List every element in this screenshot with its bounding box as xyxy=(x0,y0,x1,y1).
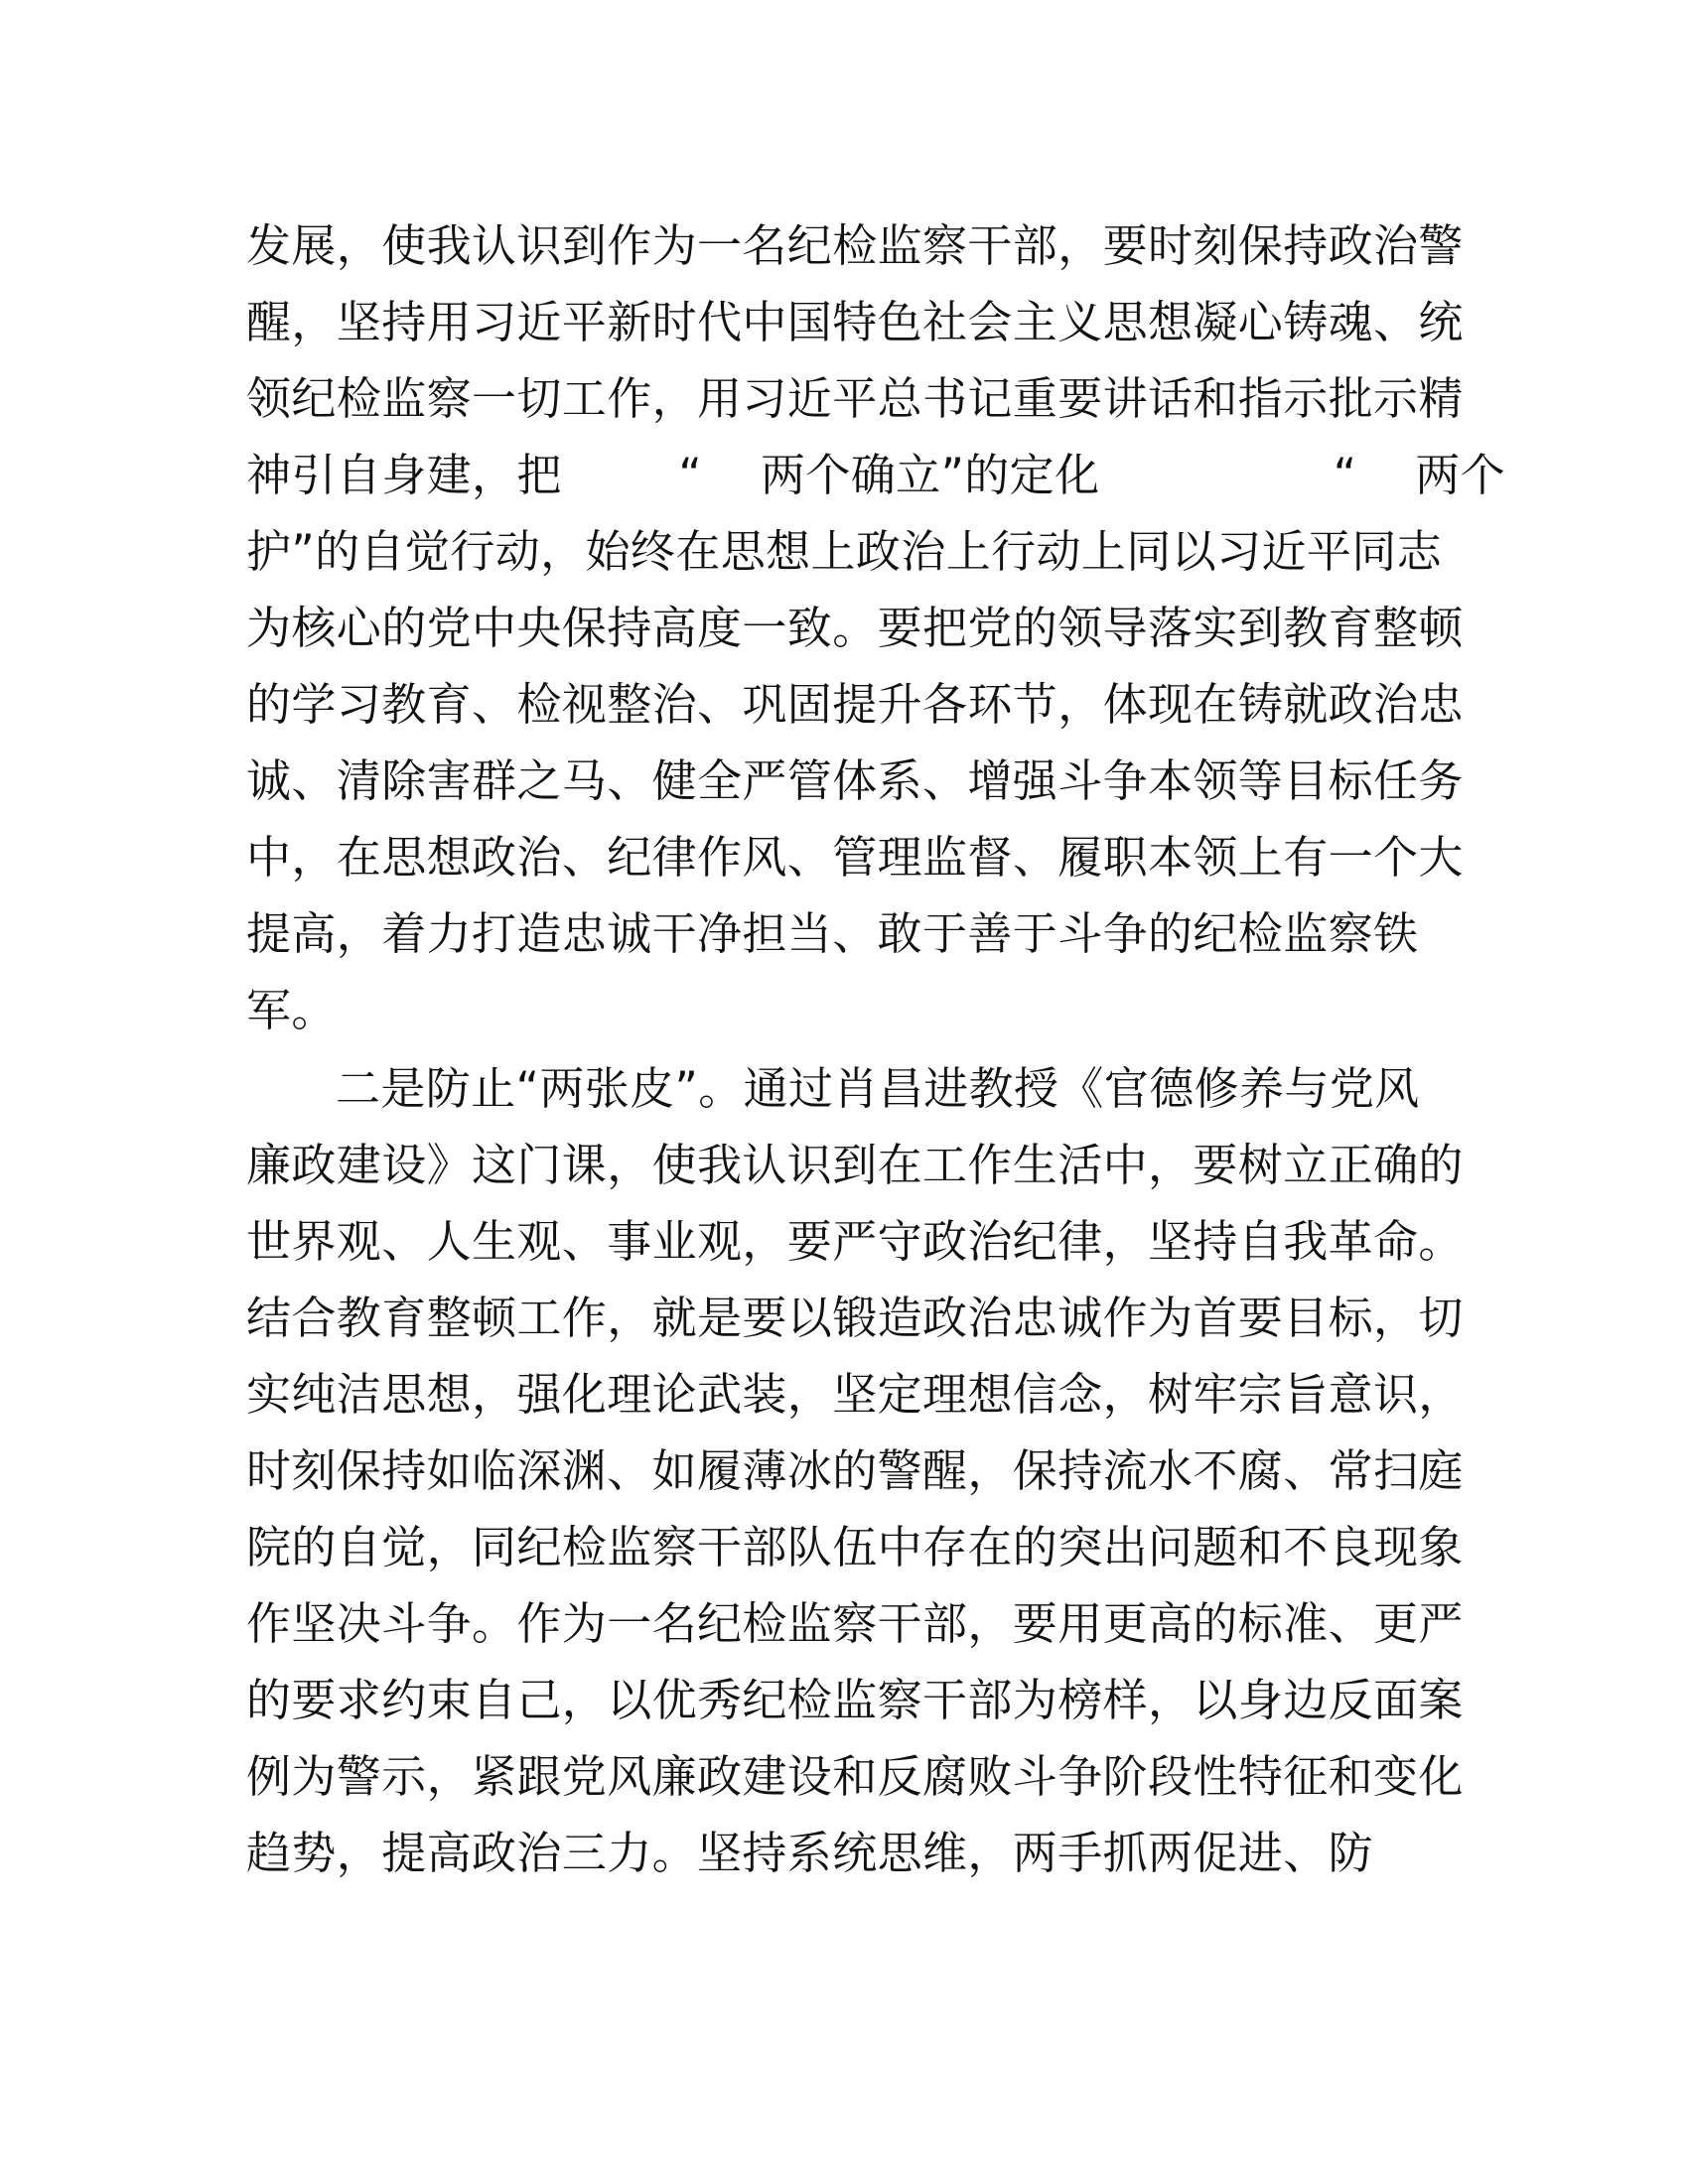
text-line: 趋势，提高政治三力。坚持系统思维，两手抓两促进、防 xyxy=(246,1827,1374,1879)
text-line: 世界观、人生观、事业观，要严守政治纪律，坚持自我革命。 xyxy=(246,1215,1464,1268)
text-line: 军。 xyxy=(246,984,337,1036)
text-line: 醒，坚持用习近平新时代中国特色社会主义思想凝心铸魂、统 xyxy=(246,296,1464,348)
text-line: 例为警示，紧跟党风廉政建设和反腐败斗争阶段性特征和变化 xyxy=(246,1750,1464,1803)
text-line: 提高，着力打造忠诚干净担当、敢于善于斗争的纪检监察铁 xyxy=(246,907,1419,960)
text-line: 院的自觉，同纪检监察干部队伍中存在的突出问题和不良现象 xyxy=(246,1521,1464,1573)
text-line: 的学习教育、检视整治、巩固提升各环节，体现在铸就政治忠 xyxy=(246,678,1464,731)
text-line: 结合教育整顿工作，就是要以锻造政治忠诚作为首要目标，切 xyxy=(246,1292,1464,1344)
text-line: 发展，使我认识到作为一名纪检监察干部，要时刻保持政治警 xyxy=(246,219,1464,272)
text-line: 的要求约束自己，以优秀纪检监察干部为榜样，以身边反面案 xyxy=(246,1674,1464,1726)
text-line: 神引自身建，把 “ 两个确立”的定化 “ 两个 xyxy=(246,449,1506,501)
text-line: 时刻保持如临深渊、如履薄冰的警醒，保持流水不腐、常扫庭 xyxy=(246,1444,1464,1497)
text-line: 作坚决斗争。作为一名纪检监察干部，要用更高的标准、更严 xyxy=(246,1597,1464,1650)
text-line: 护”的自觉行动，始终在思想上政治上行动上同以习近平同志 xyxy=(246,525,1443,578)
text-line: 廉政建设》这门课，使我认识到在工作生活中，要树立正确的 xyxy=(246,1139,1464,1191)
text-line: 领纪检监察一切工作，用习近平总书记重要讲话和指示批示精 xyxy=(246,372,1464,425)
text-line: 二是防止“两张皮”。通过肖昌进教授《官德修养与党风 xyxy=(336,1062,1420,1115)
text-line: 为核心的党中央保持高度一致。要把党的领导落实到教育整顿 xyxy=(246,602,1464,654)
text-line: 实纯洁思想，强化理论武装，坚定理想信念，树牢宗旨意识， xyxy=(246,1368,1464,1421)
text-line: 诚、清除害群之马、健全严管体系、增强斗争本领等目标任务 xyxy=(246,754,1464,807)
text-line: 中，在思想政治、纪律作风、管理监督、履职本领上有一个大 xyxy=(246,831,1464,884)
